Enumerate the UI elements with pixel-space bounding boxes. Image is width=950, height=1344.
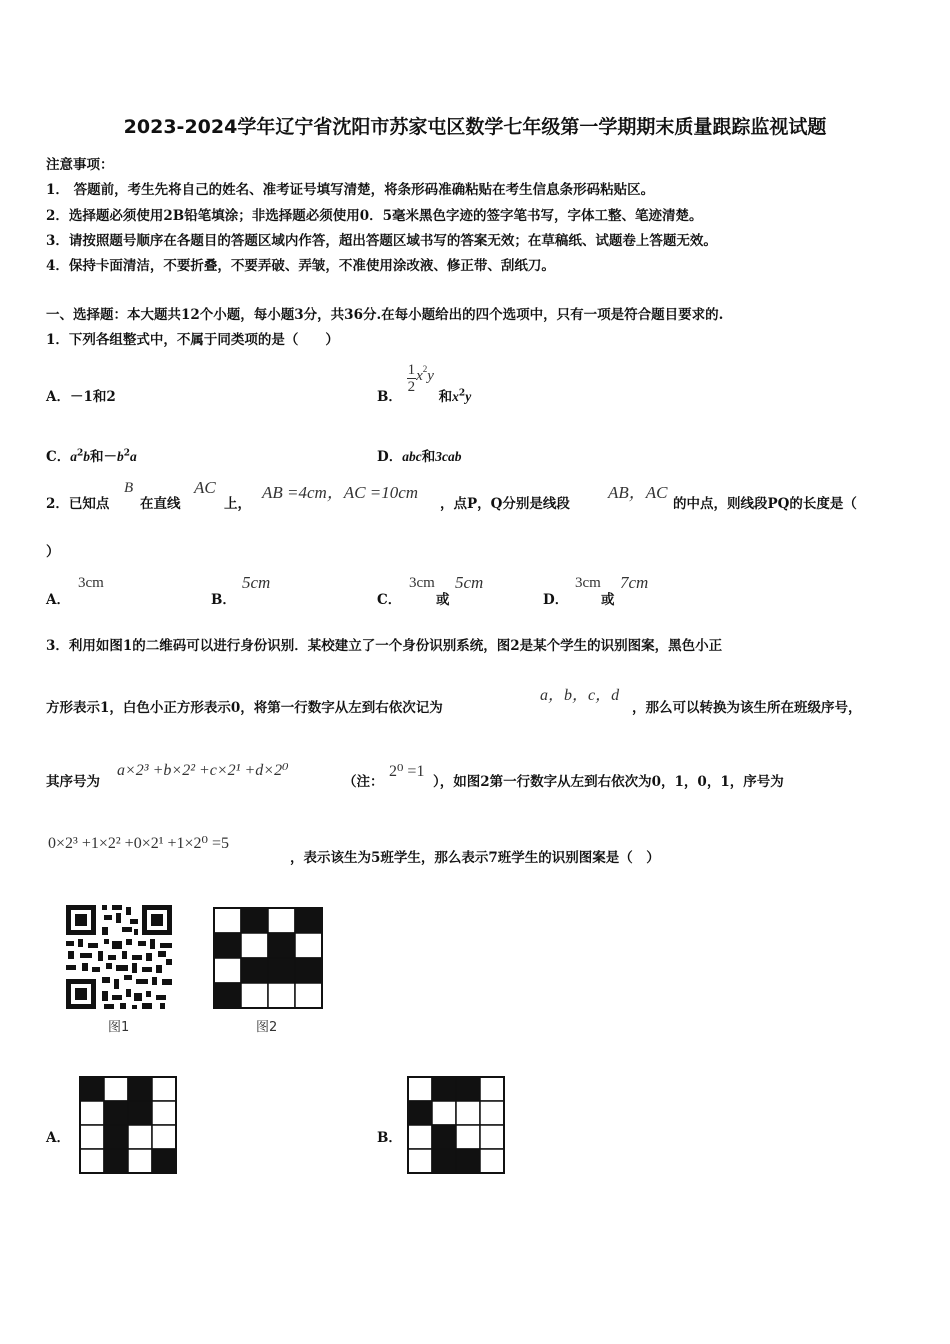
q3-example: 0×2³ +1×2² +0×2¹ +1×2⁰ =5 [48, 835, 229, 852]
grid-cell-black [128, 1101, 152, 1125]
q1-d-3cab: 3cab [435, 449, 462, 464]
grid-cell-black [214, 983, 241, 1008]
q2-option-b[interactable] [211, 588, 236, 608]
grid-cell-white [456, 1101, 480, 1125]
grid-cell-white [80, 1149, 104, 1173]
grid-cell-black [241, 958, 268, 983]
q3-option-a-label[interactable]: A． [46, 1130, 70, 1146]
q1-option-a-label: A． [46, 389, 70, 405]
q2-option-c[interactable] [377, 588, 401, 608]
q1-b-fraction [407, 362, 417, 395]
grid-cell-white [295, 933, 322, 958]
grid-cell-white [295, 983, 322, 1008]
grid-cell-white [241, 933, 268, 958]
grid-cell-black [432, 1077, 456, 1101]
q1-c-exp1: 2 [77, 448, 84, 459]
q1-option-a-text: －1和2 [69, 389, 116, 405]
grid-cell-white [480, 1149, 504, 1173]
q1-c-and: 和－ [90, 449, 118, 465]
grid-cell-black [408, 1101, 432, 1125]
q3-line-2b: ，那么可以转换为该生所在班级序号， [632, 700, 862, 716]
q1-b-exp: 2 [422, 364, 428, 374]
grid-cell-white [408, 1125, 432, 1149]
q2-option-a-label: A． [46, 592, 70, 608]
q2-option-d-value-2: 7cm [620, 573, 649, 592]
q2-option-d-value-1: 3cm [575, 575, 601, 591]
grid-cell-white [214, 958, 241, 983]
q1-b-y: y [427, 368, 434, 384]
grid-cell-white [241, 983, 268, 1008]
grid-cell-white [408, 1077, 432, 1101]
grid-cell-white [268, 983, 295, 1008]
q1-b-x2: x [452, 389, 459, 404]
notice-item-4: 4．保持卡面清洁，不要折叠，不要弄破、弄皱，不准使用涂改液、修正带、刮纸刀。 [46, 258, 555, 274]
grid-cell-white [152, 1125, 176, 1149]
q1-option-c-label: C． [46, 449, 71, 465]
grid-cell-white [456, 1125, 480, 1149]
grid-cell-black [214, 933, 241, 958]
q1-b-frac-num: 1 [407, 362, 416, 378]
q2-option-c-or: 或 [436, 592, 450, 608]
grid-cell-black [104, 1149, 128, 1173]
grid-cell-black [241, 908, 268, 933]
q2-option-d-label: D． [543, 592, 569, 608]
grid-cell-black [456, 1149, 480, 1173]
q2-conditions: AB =4cm，AC =10cm [262, 483, 419, 502]
q2-line-ac: AC [194, 478, 216, 497]
grid-cell-white [152, 1101, 176, 1125]
grid-cell-black [80, 1077, 104, 1101]
q3-line-2a: 方形表示1，白色小正方形表示0，将第一行数字从左到右依次记为 [46, 700, 443, 716]
q1-c-exp2: 2 [123, 448, 131, 459]
page-title: 2023-2024学年辽宁省沈阳市苏家屯区数学七年级第一学期期末质量跟踪监视试题 [123, 116, 827, 138]
grid-cell-black [268, 933, 295, 958]
q1-c-b: b [83, 449, 91, 464]
grid-cell-black [268, 958, 295, 983]
q2-text-6: ） [46, 544, 60, 560]
q2-option-a[interactable] [46, 588, 70, 608]
q2-text-5: 的中点，则线段PQ的长度是（ [673, 496, 857, 512]
grid-cell-white [128, 1149, 152, 1173]
q1-option-c[interactable] [46, 445, 137, 465]
q1-b-y2: y [465, 389, 472, 404]
q1-option-d-label: D． [377, 449, 403, 465]
grid-cell-black [128, 1077, 152, 1101]
q3-formula: a×2³ +b×2² +c×2¹ +d×2⁰ [117, 762, 289, 779]
grid-cell-white [80, 1125, 104, 1149]
q1-option-b-label: B． [377, 389, 402, 405]
q3-option-b-grid[interactable] [406, 1075, 506, 1175]
q1-d-abc: abc [402, 449, 422, 464]
q2-option-d[interactable] [543, 588, 568, 608]
grid-cell-black [295, 908, 322, 933]
figure-2-grid [212, 906, 326, 1012]
q1-c-b2: b [117, 449, 124, 464]
notice-item-3: 3．请按照题号顺序在各题目的答题区域内作答，超出答题区域书写的答案无效；在草稿纸、试题卷上答题无效。 [46, 233, 717, 249]
grid-cell-black [432, 1149, 456, 1173]
grid-cell-black [456, 1077, 480, 1101]
q3-note: 2⁰ =1 [389, 763, 425, 780]
grid-cell-white [480, 1077, 504, 1101]
q1-d-and: 和 [421, 449, 436, 465]
grid-cell-white [152, 1077, 176, 1101]
q3-line-3a: 其序号为 [46, 774, 100, 790]
notice-item-1: 1． 答题前，考生先将自己的姓名、准考证号填写清楚，将条形码准确粘贴在考生信息条形码粘贴区。 [46, 182, 655, 198]
q2-option-c-value-1: 3cm [409, 575, 435, 591]
grid-cell-black [104, 1101, 128, 1125]
q2-option-c-label: C． [377, 592, 402, 608]
q1-b-and: 和 [438, 389, 453, 405]
q1-c-a2: a [130, 449, 137, 464]
q2-text-4: ，点P，Q分别是线段 [440, 496, 570, 512]
q3-vars: a，b，c，d [540, 687, 620, 704]
grid-cell-black [104, 1125, 128, 1149]
q2-text-3: 上， [224, 496, 251, 512]
notice-item-2: 2．选择题必须使用2B铅笔填涂；非选择题必须使用0．5毫米黑色字迹的签字笔书写，字体工整、笔迹清楚。 [46, 208, 703, 224]
q1-option-b[interactable] [377, 362, 471, 405]
grid-cell-white [80, 1101, 104, 1125]
q1-b-frac-den: 2 [407, 379, 416, 395]
q2-option-c-value-2: 5cm [455, 573, 484, 592]
grid-cell-white [104, 1077, 128, 1101]
grid-cell-white [480, 1125, 504, 1149]
q2-option-b-value: 5cm [242, 573, 271, 592]
q1-b-x: x [416, 368, 423, 384]
q3-line-4: ，表示该生为5班学生，那么表示7班学生的识别图案是（ ） [290, 850, 660, 866]
figure-2-caption: 图2 [256, 1020, 278, 1035]
q2-point-b: B [124, 480, 134, 496]
question-1-stem: 1．下列各组整式中，不属于同类项的是（ ） [46, 332, 339, 348]
q3-option-a-grid[interactable] [78, 1075, 178, 1175]
figure-1-caption: 图1 [108, 1020, 130, 1035]
q1-option-a[interactable] [46, 385, 116, 405]
grid-cell-white [408, 1149, 432, 1173]
grid-cell-white [128, 1125, 152, 1149]
grid-cell-white [432, 1101, 456, 1125]
grid-cell-black [432, 1125, 456, 1149]
q3-option-b-label[interactable]: B． [377, 1130, 402, 1146]
figure-1-qr-code [64, 903, 176, 1013]
q3-line-3c: ），如图2第一行数字从左到右依次为0，1，0，1，序号为 [433, 774, 784, 790]
q3-line-3b: （注： [343, 774, 384, 790]
q2-text-1: 2．已知点 [46, 496, 110, 512]
grid-cell-black [152, 1149, 176, 1173]
q2-option-d-or: 或 [601, 592, 615, 608]
grid-cell-white [214, 908, 241, 933]
q1-c-a: a [70, 449, 77, 464]
q2-text-2: 在直线 [140, 496, 181, 512]
q1-b-x2-exp: 2 [458, 388, 466, 399]
notice-heading: 注意事项： [46, 157, 114, 173]
grid-cell-white [480, 1101, 504, 1125]
grid-cell-white [268, 908, 295, 933]
grid-cell-black [295, 958, 322, 983]
q3-line-1: 3．利用如图1的二维码可以进行身份识别．某校建立了一个身份识别系统，图2是某个学生的识别图案，黑色小正 [46, 638, 723, 654]
q1-option-d[interactable] [377, 445, 461, 465]
section-heading: 一、选择题：本大题共12个小题，每小题3分，共36分.在每小题给出的四个选项中，只有一项是符合题目要求的. [46, 307, 724, 323]
q2-option-b-label: B． [211, 592, 236, 608]
q2-segments: AB，AC [608, 483, 668, 502]
q2-option-a-value: 3cm [78, 575, 104, 591]
